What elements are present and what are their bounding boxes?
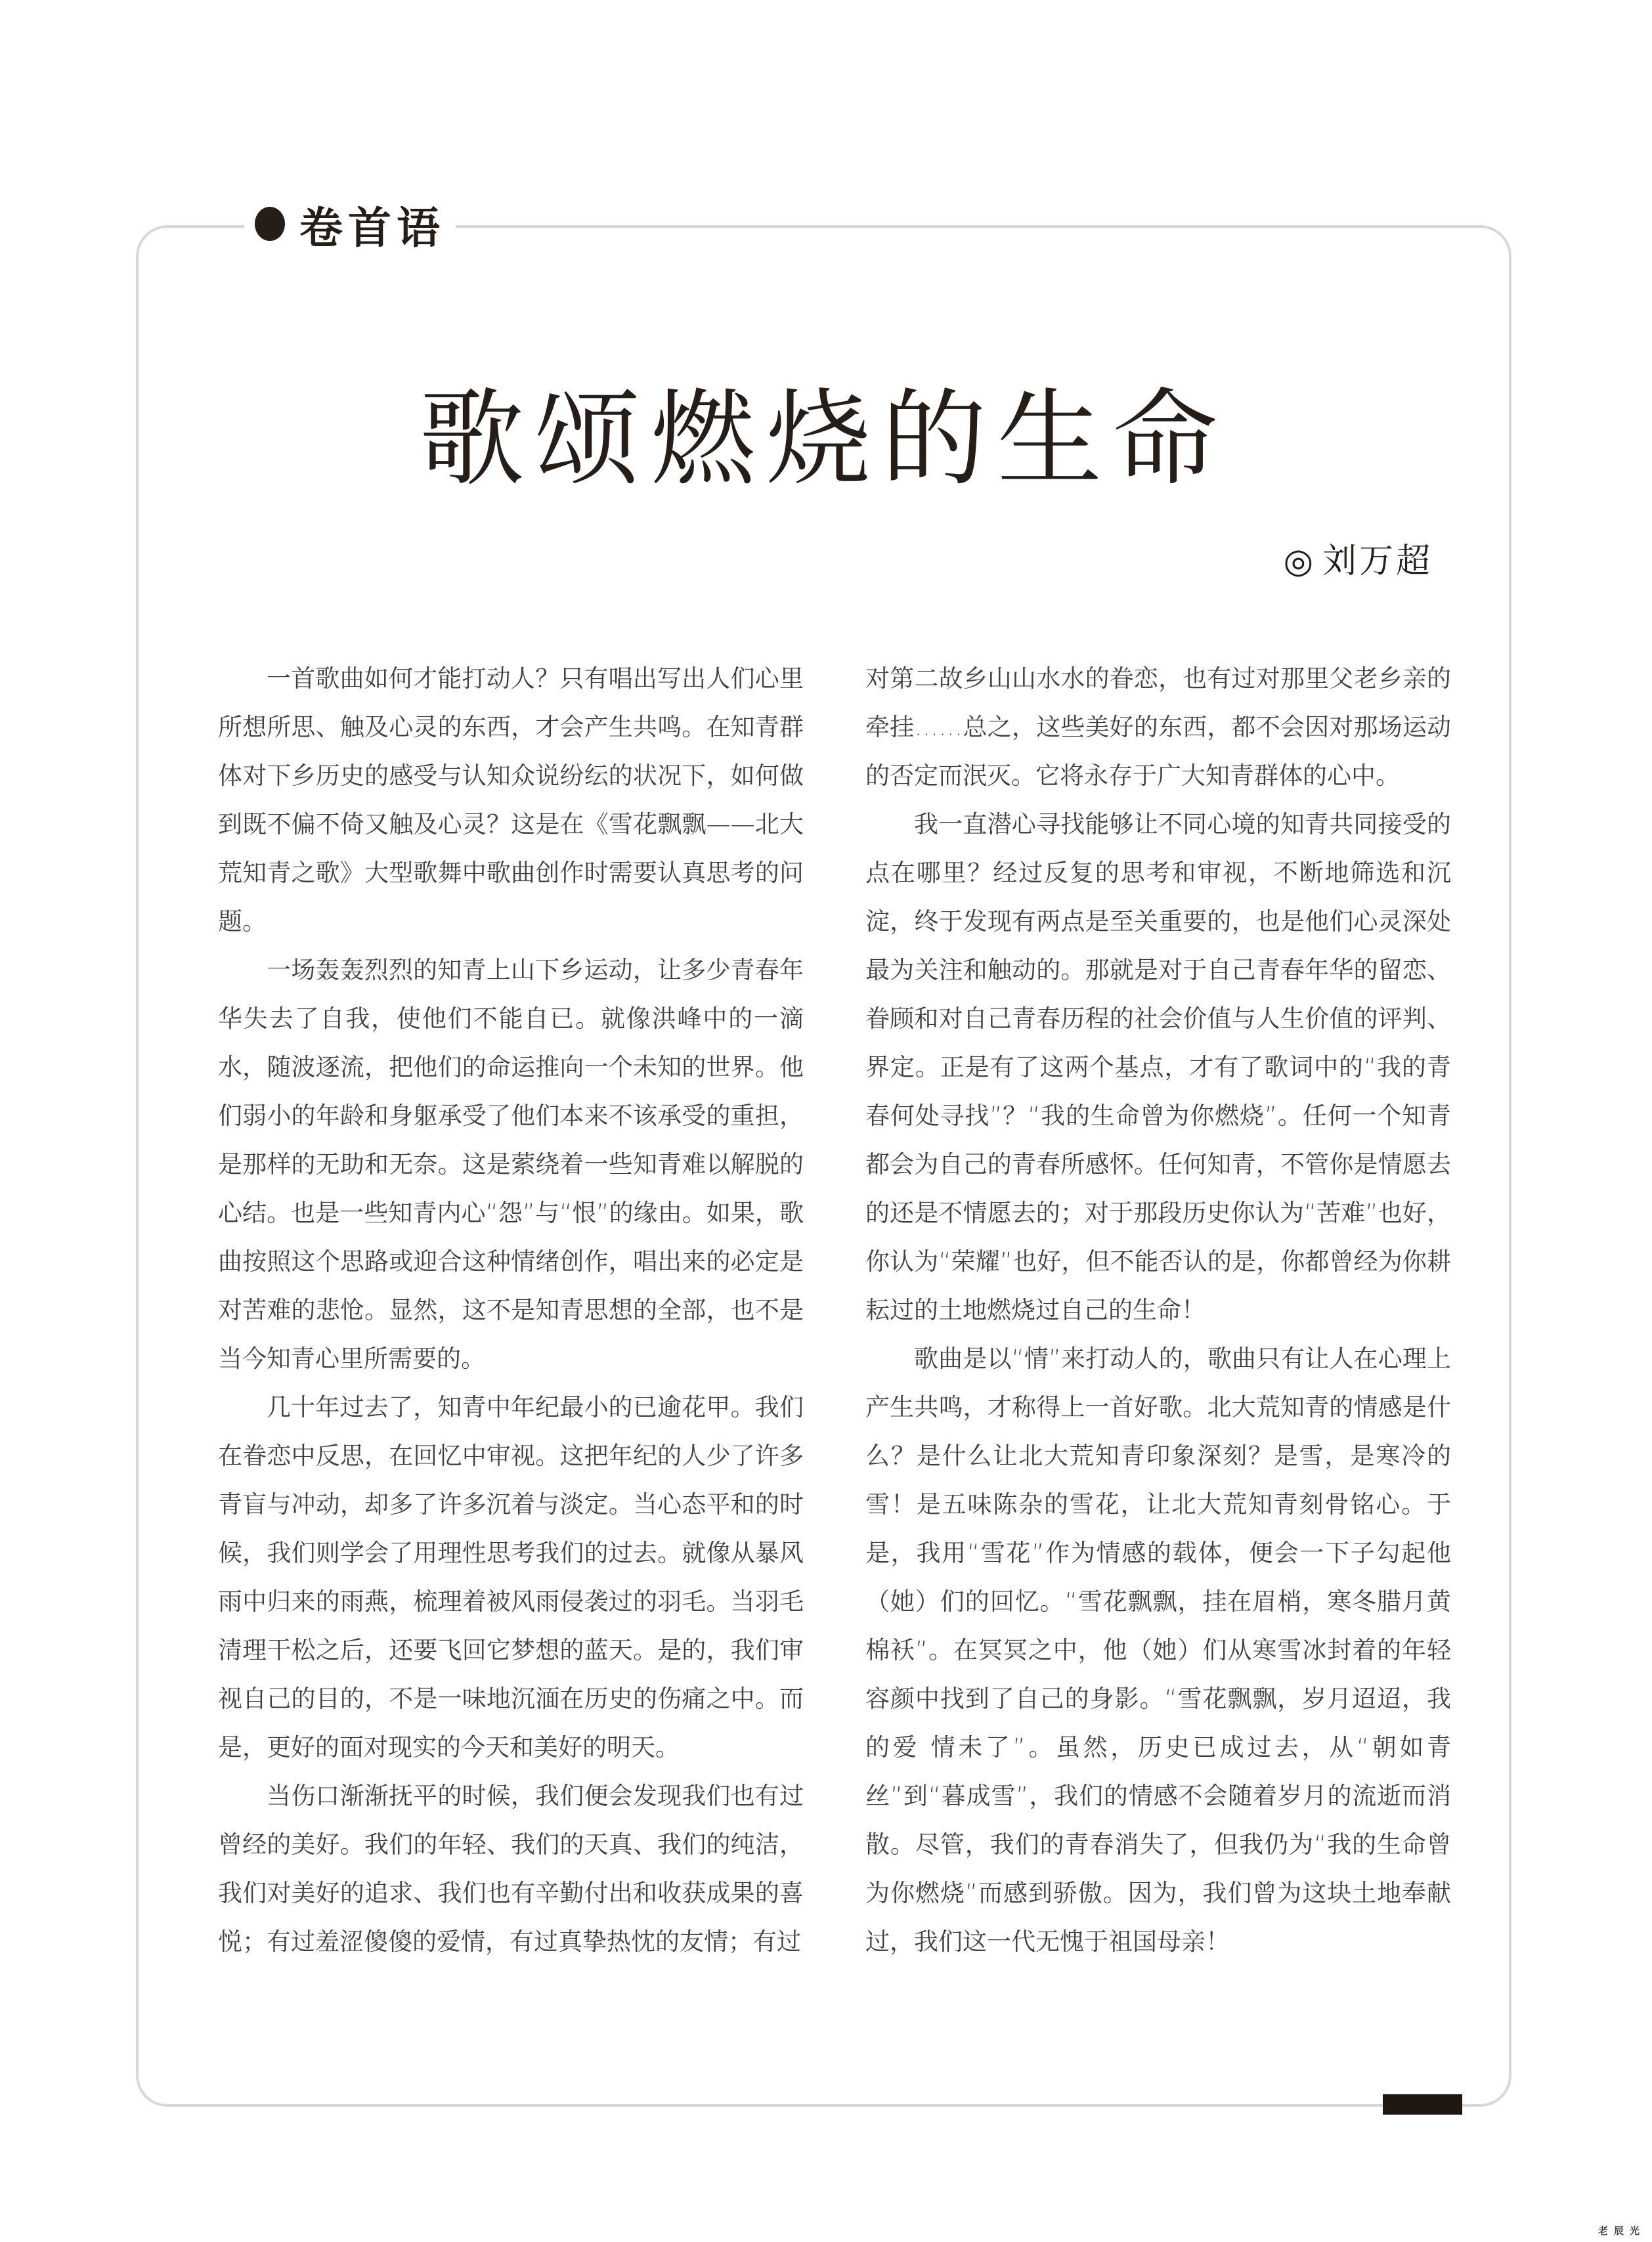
section-header	[244, 196, 456, 252]
paragraph: 几十年过去了，知青中年纪最小的已逾花甲。我们在眷恋中反思，在回忆中审视。这把年纪的人少了许多青盲与冲动，却多了许多沉着与淡定。当心态平和的时候，我们则学会了用理性思考我们的过去。就像从暴风雨中归来的雨燕，梳理着被风雨侵袭过的羽毛。当羽毛清理干松之后，还要飞回它梦想的蓝天。是的，我们审视自己的目的，不是一味地沉湎在历史的伤痛之中。而是，更好的面对现实的今天和美好的明天。	[218, 1393, 804, 1761]
article-column-left	[218, 655, 804, 1966]
author-line	[136, 533, 1433, 582]
section-label: 卷首语	[299, 202, 445, 253]
author-name: 刘万超	[1322, 542, 1433, 581]
paragraph: 当伤口渐渐抚平的时候，我们便会发现我们也有过曾经的美好。我们的年轻、我们的天真、我们的纯洁，我们对美好的追求、我们也有辛勤付出和收获成果的喜悦；有过羞涩傻傻的爱情，有过真挚热忱的友情；有过	[218, 1782, 804, 1956]
watermark: 老辰光	[1598, 2225, 1645, 2237]
paragraph: 一场轰轰烈烈的知青上山下乡运动，让多少青春年华失去了自我，使他们不能自已。就像洪峰中的一滴水，随波逐流，把他们的命运推向一个未知的世界。他们弱小的年龄和身躯承受了他们本来不该承受的重担，是那样的无助和无奈。这是萦绕着一些知青难以解脱的心结。也是一些知青内心“怨”与“恨”的缘由。如果，歌曲按照这个思路或迎合这种情绪创作，唱出来的必定是对苦难的悲怆。显然，这不是知青思想的全部，也不是当今知青心里所需要的。	[218, 956, 804, 1373]
paragraph: 对第二故乡山山水水的眷恋，也有过对那里父老乡亲的牵挂……总之，这些美好的东西，都不会因对那场运动的否定而泯灭。它将永存于广大知青群体的心中。	[865, 664, 1451, 790]
author-mark-icon: ◎	[1283, 542, 1316, 581]
paragraph: 一首歌曲如何才能打动人？只有唱出写出人们心里所想所思、触及心灵的东西，才会产生共鸣。在知青群体对下乡历史的感受与认知众说纷纭的状况下，如何做到既不偏不倚又触及心灵？这是在《雪花飘飘——北大荒知青之歌》大型歌舞中歌曲创作时需要认真思考的问题。	[218, 664, 804, 936]
article-column-right	[865, 655, 1451, 1966]
paragraph: 歌曲是以“情”来打动人的，歌曲只有让人在心理上产生共鸣，才称得上一首好歌。北大荒知青的情感是什么？是什么让北大荒知青印象深刻？是雪，是寒冷的雪！是五味陈杂的雪花，让北大荒知青刻骨铭心。于是，我用“雪花”作为情感的载体，便会一下子勾起他（她）们的回忆。“雪花飘飘，挂在眉梢，寒冬腊月黄棉袄”。在冥冥之中，他（她）们从寒雪冰封着的年轻容颜中找到了自己的身影。“雪花飘飘，岁月迢迢，我的爱 情未了”。虽然，历史已成过去，从“朝如青丝”到“暮成雪”，我们的情感不会随着岁月的流逝而消散。尽管，我们的青春消失了，但我仍为“我的生命曾为你燃烧”而感到骄傲。因为，我们曾为这块土地奉献过，我们这一代无愧于祖国母亲！	[865, 1345, 1451, 1956]
page-title: 歌颂燃烧的生命	[419, 377, 1228, 500]
paragraph: 我一直潜心寻找能够让不同心境的知青共同接受的点在哪里？经过反复的思考和审视，不断地筛选和沉淀，终于发现有两点是至关重要的，也是他们心灵深处最为关注和触动的。那就是对于自己青春年华的留恋、眷顾和对自己青春历程的社会价值与人生价值的评判、界定。正是有了这两个基点，才有了歌词中的“我的青春何处寻找”？“我的生命曾为你燃烧”。任何一个知青都会为自己的青春所感怀。任何知青，不管你是情愿去的还是不情愿去的；对于那段历史你认为“苦难”也好，你认为“荣耀”也好，但不能否认的是，你都曾经为你耕耘过的土地燃烧过自己的生命！	[865, 810, 1451, 1324]
section-bullet-icon	[255, 207, 285, 241]
page-marker-bar	[1383, 2094, 1462, 2115]
